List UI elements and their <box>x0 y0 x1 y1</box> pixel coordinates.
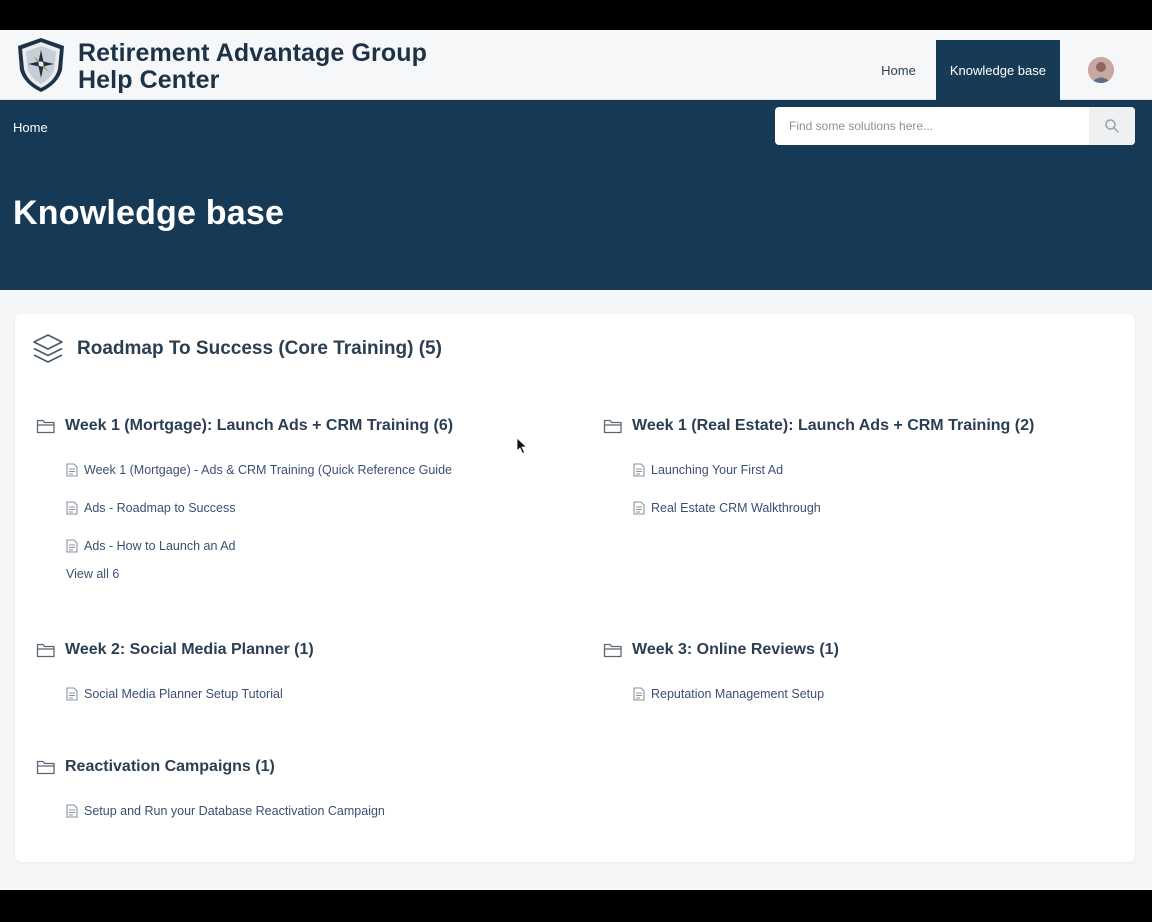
article-list <box>36 792 556 830</box>
article-link[interactable] <box>633 489 1123 527</box>
view-all-link[interactable]: View all 6 <box>66 567 120 581</box>
section-title-text: Week 3: Online Reviews (1) <box>632 641 839 658</box>
page-title: Knowledge base <box>13 194 285 232</box>
brand-line-2: Help Center <box>78 66 220 94</box>
section-title[interactable] <box>36 415 556 437</box>
document-icon <box>66 804 78 818</box>
article-list <box>36 451 556 565</box>
section-title-text: Week 2: Social Media Planner (1) <box>65 641 314 658</box>
document-icon <box>633 463 645 477</box>
article-title: Setup and Run your Database Reactivation Campaign <box>84 804 385 818</box>
article-link[interactable] <box>66 527 556 565</box>
article-title: Reputation Management Setup <box>651 687 825 701</box>
folder-icon <box>36 759 56 775</box>
folder-icon <box>36 418 56 434</box>
section-reactivation <box>36 756 556 830</box>
document-icon <box>66 687 78 701</box>
layers-icon <box>31 332 65 366</box>
folder-icon <box>603 642 623 658</box>
document-icon <box>633 687 645 701</box>
article-link[interactable] <box>633 675 1123 713</box>
section-week1-real-estate <box>603 415 1123 527</box>
section-title[interactable] <box>36 639 556 661</box>
hero-banner <box>0 100 1152 290</box>
brand-title[interactable] <box>78 40 427 94</box>
article-link[interactable] <box>66 675 556 713</box>
letterbox-bottom <box>0 890 1152 922</box>
article-link[interactable] <box>66 489 556 527</box>
search-box <box>775 107 1135 145</box>
section-title-text: Reactivation Campaigns (1) <box>65 758 275 775</box>
article-title: Week 1 (Mortgage) - Ads & CRM Training (Quick Reference Guide <box>84 463 452 477</box>
section-title-text: Week 1 (Real Estate): Launch Ads + CRM Training (2) <box>632 417 1035 434</box>
shield-logo-icon[interactable] <box>14 36 68 94</box>
site-header <box>0 30 1152 100</box>
category-card <box>15 314 1135 862</box>
section-week2-social <box>36 639 556 713</box>
search-input[interactable] <box>775 107 1089 145</box>
article-link[interactable] <box>633 451 1123 489</box>
browser-viewport <box>0 30 1152 890</box>
brand-line-1: Retirement Advantage Group <box>78 39 427 67</box>
article-list <box>36 675 556 713</box>
nav-knowledge-base[interactable]: Knowledge base <box>936 40 1060 100</box>
article-link[interactable] <box>66 792 556 830</box>
document-icon <box>633 501 645 515</box>
folder-icon <box>36 642 56 658</box>
section-title[interactable] <box>603 415 1123 437</box>
search-button[interactable] <box>1089 107 1135 145</box>
article-title: Ads - Roadmap to Success <box>84 501 236 515</box>
mouse-cursor-icon <box>516 437 528 455</box>
article-list <box>603 675 1123 713</box>
folder-icon <box>603 418 623 434</box>
nav-home[interactable]: Home <box>881 62 916 78</box>
document-icon <box>66 463 78 477</box>
breadcrumb[interactable]: Home <box>13 120 48 135</box>
user-avatar-icon <box>1088 57 1114 83</box>
article-list <box>603 451 1123 527</box>
article-title: Ads - How to Launch an Ad <box>84 539 236 553</box>
article-title: Real Estate CRM Walkthrough <box>651 501 821 515</box>
category-title[interactable]: Roadmap To Success (Core Training) (5) <box>77 338 442 359</box>
section-title[interactable] <box>603 639 1123 661</box>
section-week3-reviews <box>603 639 1123 713</box>
avatar[interactable] <box>1088 57 1114 83</box>
article-link[interactable] <box>66 451 556 489</box>
category-header <box>31 332 442 366</box>
section-week1-mortgage <box>36 415 556 581</box>
main-nav <box>867 40 1060 100</box>
search-icon <box>1104 118 1120 134</box>
document-icon <box>66 501 78 515</box>
document-icon <box>66 539 78 553</box>
section-title-text: Week 1 (Mortgage): Launch Ads + CRM Training (6) <box>65 417 454 434</box>
article-title: Social Media Planner Setup Tutorial <box>84 687 283 701</box>
article-title: Launching Your First Ad <box>651 463 784 477</box>
section-title[interactable] <box>36 756 556 778</box>
